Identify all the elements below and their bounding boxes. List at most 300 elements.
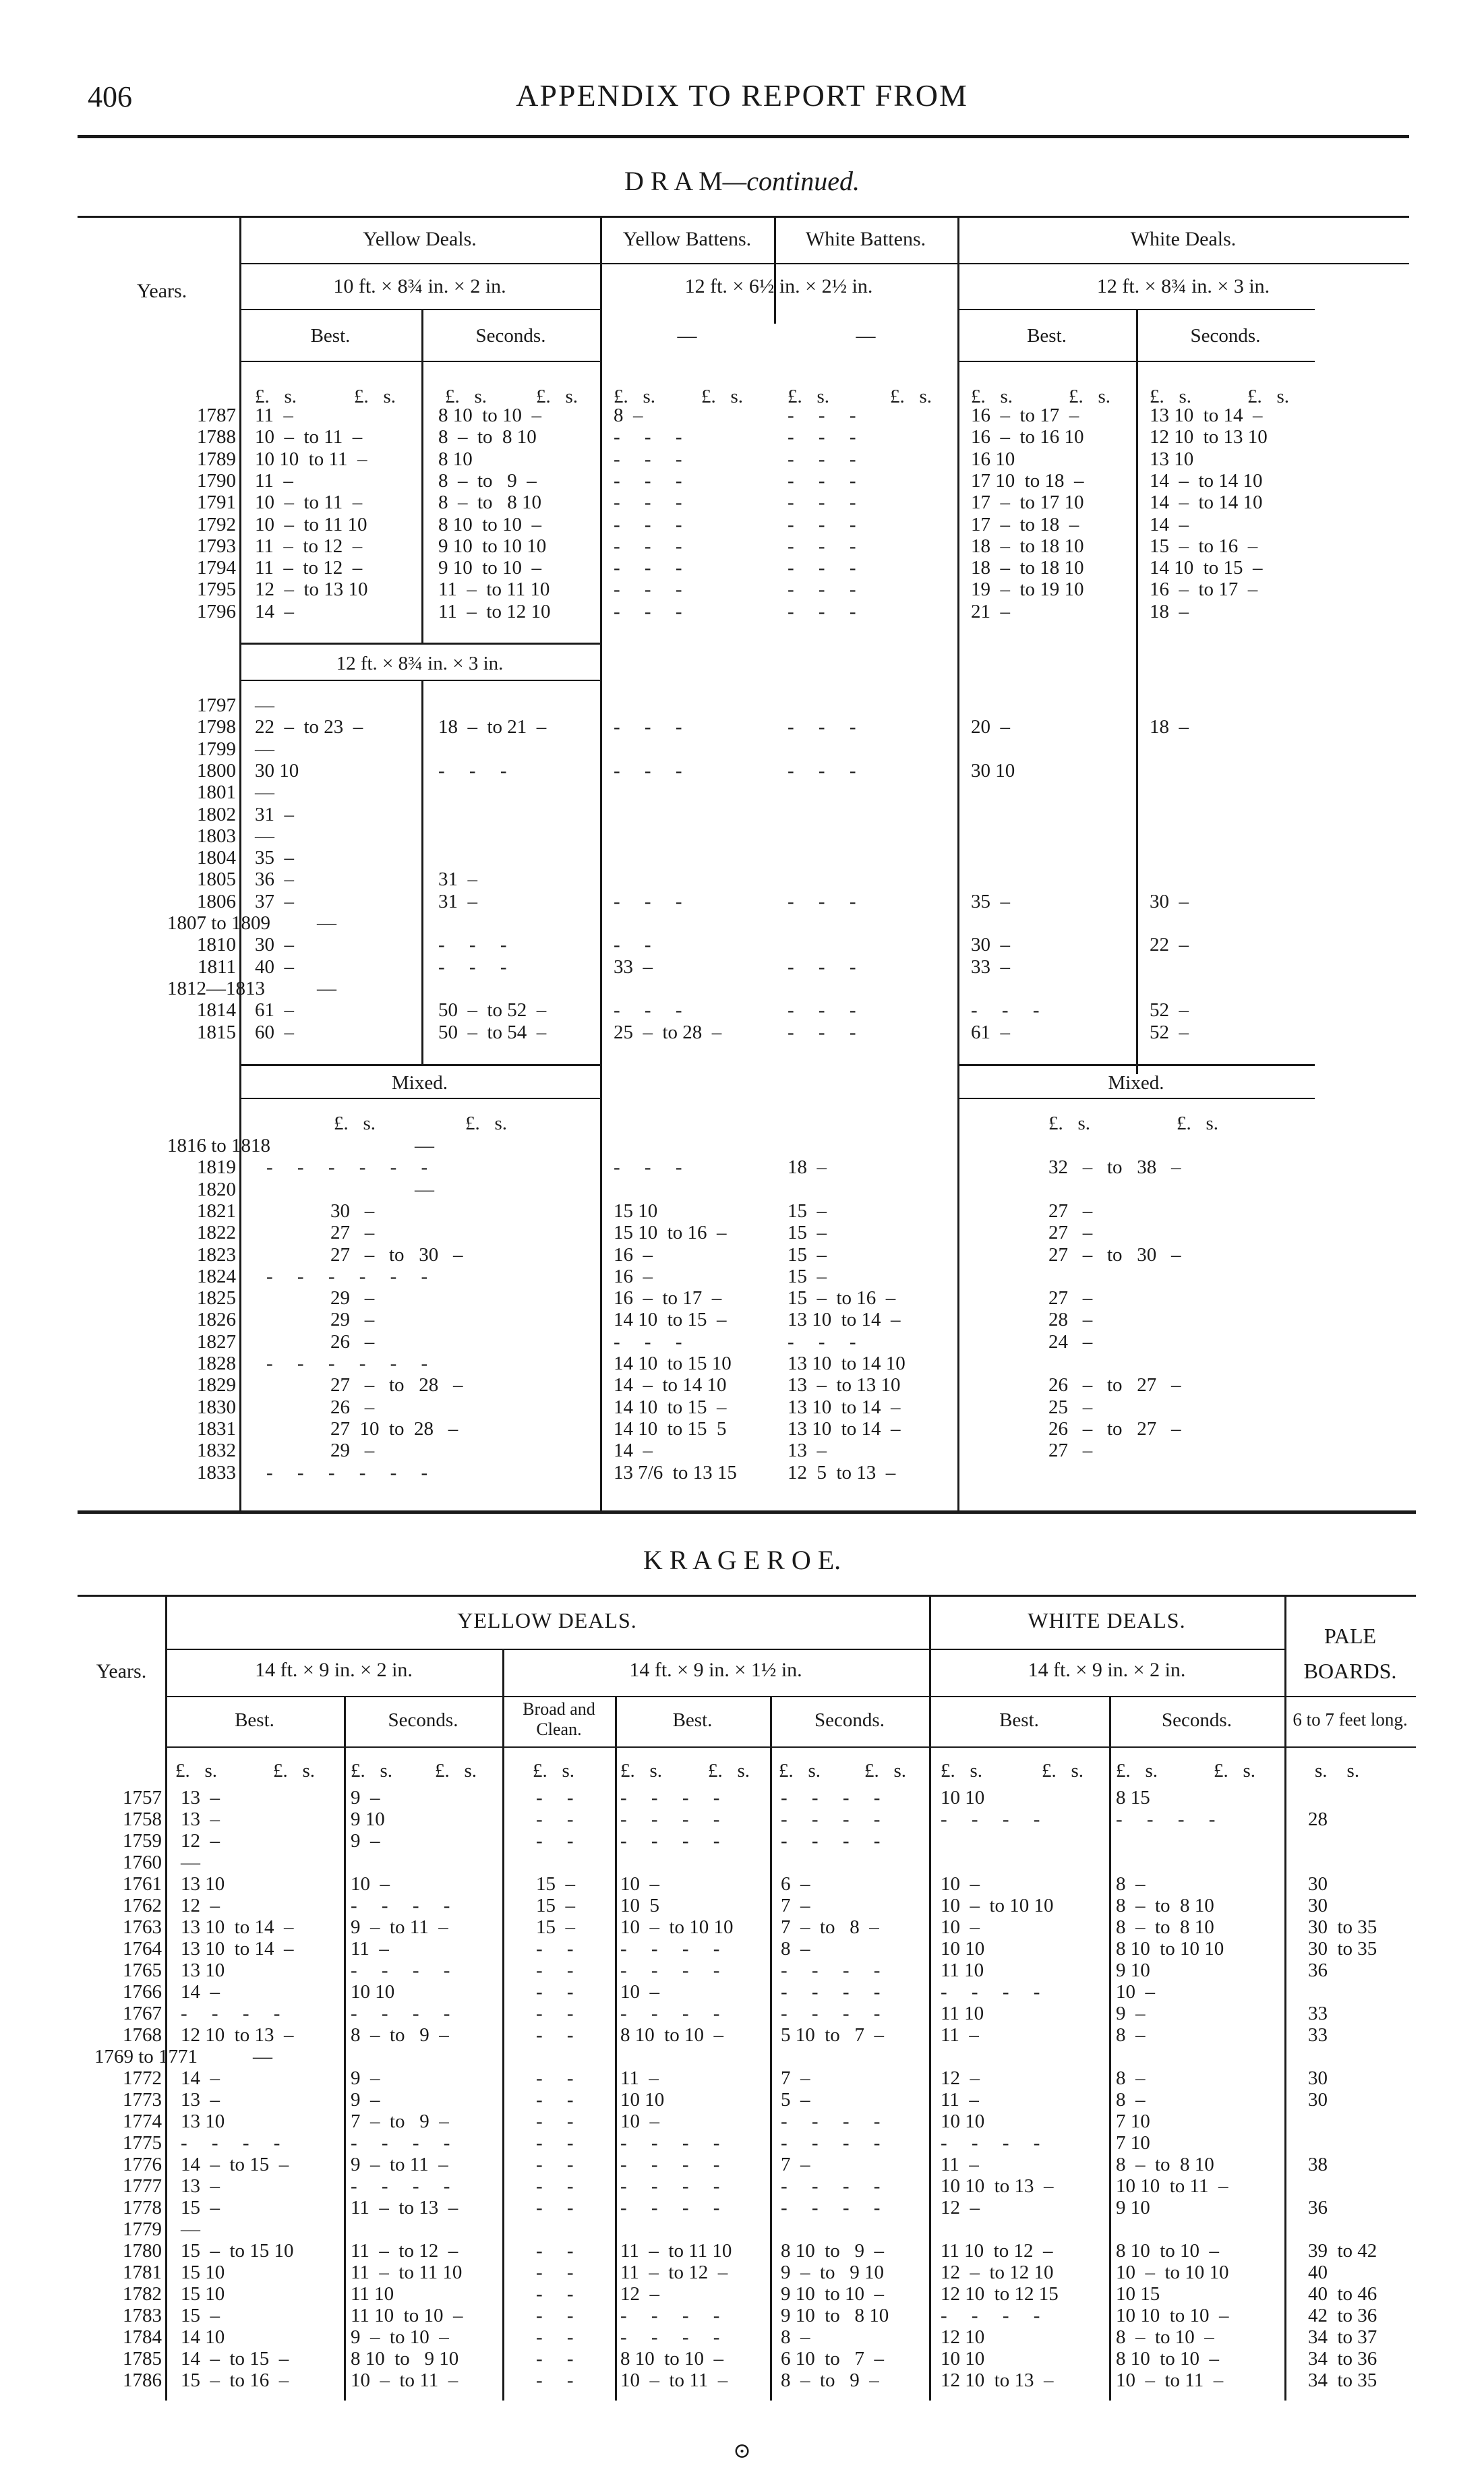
dram-rule-d — [239, 361, 600, 362]
table-row-year: 1792 — [197, 513, 236, 535]
cell-yellow-seconds: 9 – to 11 – — [351, 1916, 448, 1938]
cell-white-best: 30 – — [971, 934, 1010, 956]
cell-yellow-mixed: - - - - - - — [266, 1265, 428, 1287]
krag-unit-7: £. s. — [708, 1760, 750, 1782]
dram-title-suffix: —continued. — [722, 166, 860, 196]
dram-seconds-b: Seconds. — [1190, 325, 1261, 347]
table-row-year: 1802 — [197, 803, 236, 825]
dram-rule-g — [239, 680, 600, 681]
dram-years-label: Years. — [136, 280, 187, 302]
cell-white-battens: - - - — [788, 999, 856, 1022]
table-row-year: 1791 — [197, 492, 236, 514]
cell-pale-boards: 33 — [1308, 2003, 1328, 2024]
cell-yellow-seconds: 11 10 — [351, 2283, 394, 2305]
cell-best-b: - - - - — [620, 2154, 720, 2175]
cell-broad-clean: - - — [536, 2370, 574, 2391]
cell-yellow-best: — — [253, 2046, 272, 2067]
cell-white-battens: - - - — [788, 557, 856, 579]
cell-seconds-b: 9 10 to 10 – — [781, 2283, 885, 2305]
dram-unit-4: £. s. — [536, 386, 578, 407]
dram-mixed-b: Mixed. — [1108, 1072, 1164, 1094]
table-row-year: 1804 — [197, 847, 236, 869]
dram-size-a: 10 ft. × 8¾ in. × 2 in. — [333, 275, 506, 297]
table-row-year: 1812—1813 — [167, 977, 265, 999]
krag-rule-c — [165, 1746, 1416, 1748]
cell-yellow-seconds: 8 10 to 10 – — [438, 405, 542, 426]
dram-dash-b: — — [856, 325, 876, 347]
cell-best-b: 8 10 to 10 – — [620, 2024, 724, 2046]
cell-white-best: 10 10 — [941, 1938, 985, 1960]
cell-yellow-seconds: 8 10 — [438, 448, 473, 470]
krag-rule-b — [165, 1696, 1416, 1697]
cell-yellow-battens: 14 10 to 15 5 — [614, 1417, 727, 1440]
cell-broad-clean: - - — [536, 1938, 574, 1960]
cell-white-seconds: 9 10 — [1116, 2197, 1150, 2218]
cell-yellow-best: — — [181, 1852, 200, 1873]
cell-yellow-seconds: - - - — [438, 759, 507, 782]
cell-yellow-mixed: 27 – to 30 – — [330, 1243, 463, 1266]
table-row-year: 1783 — [123, 2305, 162, 2326]
cell-yellow-mixed: 29 – — [330, 1440, 375, 1462]
krag-unit-6: £. s. — [620, 1760, 663, 1782]
dram-unit-12: £. s. — [1247, 386, 1290, 407]
krag-seconds-a: Seconds. — [388, 1709, 458, 1731]
cell-white-best: - - - - — [941, 2132, 1040, 2154]
dram-unit-10: £. s. — [1069, 386, 1111, 407]
krag-pale-boards: PALE BOARDS. — [1303, 1624, 1397, 1683]
cell-yellow-battens: 14 – — [614, 1440, 653, 1462]
cell-best-b: 10 – — [620, 1873, 659, 1895]
table-row-year: 1810 — [197, 934, 236, 956]
cell-white-best: 10 10 — [941, 1787, 985, 1808]
table-row-year: 1776 — [123, 2154, 162, 2175]
cell-best-b: - - - - — [620, 2003, 720, 2024]
cell-white-seconds: 18 – — [1150, 600, 1189, 622]
cell-yellow-battens: 16 – — [614, 1265, 653, 1287]
cell-best-b: 10 10 — [620, 2089, 665, 2111]
cell-seconds-b: 9 – to 9 10 — [781, 2262, 885, 2283]
table-row-year: 1795 — [197, 579, 236, 601]
cell-yellow-seconds: 11 – to 12 10 — [438, 600, 551, 622]
cell-white-seconds: 10 10 to 10 – — [1116, 2305, 1229, 2326]
dram-best-b: Best. — [1027, 325, 1067, 347]
cell-pale-boards: 30 — [1308, 2089, 1328, 2111]
cell-best-b: - - - - — [620, 2326, 720, 2348]
cell-yellow-mixed: - - - - - - — [266, 1353, 428, 1374]
cell-white-battens: 12 5 to 13 – — [788, 1461, 896, 1483]
dram-rule-c — [957, 309, 1315, 310]
cell-yellow-best: 37 – — [255, 890, 294, 912]
cell-yellow-mixed: 26 – — [330, 1330, 375, 1353]
cell-yellow-battens: 16 – to 17 – — [614, 1287, 722, 1309]
cell-yellow-best: 10 – to 11 10 — [255, 513, 367, 535]
table-row-year: 1832 — [197, 1440, 236, 1462]
cell-yellow-mixed: 29 – — [330, 1309, 375, 1331]
cell-yellow-battens: 8 – — [614, 405, 643, 426]
table-row-year: 1760 — [123, 1852, 162, 1873]
cell-broad-clean: - - — [536, 2197, 574, 2218]
krag-years-label: Years. — [96, 1660, 147, 1682]
cell-yellow-battens: 33 – — [614, 955, 653, 978]
cell-white-seconds: 10 – to 10 10 — [1116, 2262, 1229, 2283]
dram-unit-7: £. s. — [788, 386, 830, 407]
cell-white-best: 11 – — [941, 2024, 979, 2046]
cell-white-best: 10 – — [941, 1873, 980, 1895]
dram-title — [0, 165, 1484, 197]
dram-rule-h — [239, 1064, 600, 1066]
cell-yellow-seconds: 8 10 to 9 10 — [351, 2348, 459, 2370]
dram-unit-5: £. s. — [614, 386, 656, 407]
cell-white-battens: 13 10 to 14 – — [788, 1417, 901, 1440]
krag-unit-4: £. s. — [435, 1760, 477, 1782]
cell-white-best: 10 10 to 13 – — [941, 2175, 1054, 2197]
cell-seconds-b: 8 – — [781, 1938, 810, 1960]
cell-yellow-best: — — [255, 825, 274, 847]
table-row-year: 1759 — [123, 1830, 162, 1852]
dram-seconds-a: Seconds. — [475, 325, 546, 347]
cell-white-battens: - - - — [788, 955, 856, 978]
table-row-year: 1767 — [123, 2003, 162, 2024]
krag-unit-13: £. s. — [1214, 1760, 1256, 1782]
dram-mixed-a: Mixed. — [392, 1072, 448, 1094]
dram-rule-b — [239, 309, 600, 310]
dram-divider-6 — [421, 680, 423, 1065]
cell-yellow-mixed: 30 – — [330, 1200, 375, 1222]
cell-yellow-mixed: 27 10 to 28 – — [330, 1417, 458, 1440]
table-row-year: 1796 — [197, 600, 236, 622]
cell-yellow-best: 10 10 to 11 – — [255, 448, 367, 470]
cell-white-battens: - - - — [788, 579, 856, 601]
cell-white-best: 19 – to 19 10 — [971, 579, 1084, 601]
cell-yellow-seconds: - - - - — [351, 2003, 450, 2024]
cell-yellow-battens: 14 – to 14 10 — [614, 1374, 727, 1396]
table-row-year: 1775 — [123, 2132, 162, 2154]
table-row-year: 1773 — [123, 2089, 162, 2111]
table-row-year: 1824 — [197, 1265, 236, 1287]
cell-white-mixed: 27 – to 30 – — [1048, 1243, 1181, 1266]
cell-yellow-best: 61 – — [255, 999, 294, 1022]
cell-seconds-b: 8 – — [781, 2326, 810, 2348]
cell-pale-boards: 30 — [1308, 1873, 1328, 1895]
cell-white-battens: 13 – to 13 10 — [788, 1374, 901, 1396]
table-row-year: 1823 — [197, 1243, 236, 1266]
cell-yellow-best: — — [181, 2218, 200, 2240]
cell-white-battens: - - - — [788, 600, 856, 622]
cell-pale-boards: 30 to 35 — [1308, 1938, 1377, 1960]
cell-yellow-best: — — [255, 782, 274, 804]
cell-yellow-mixed: - - - - - - — [266, 1156, 428, 1179]
cell-white-seconds: 8 – — [1116, 2024, 1146, 2046]
krag-pale-length: 6 to 7 feet long. — [1293, 1709, 1408, 1730]
cell-best-b: 11 – — [620, 2067, 659, 2089]
cell-white-seconds: 12 10 to 13 10 — [1150, 426, 1268, 448]
cell-white-best: 21 – — [971, 600, 1010, 622]
cell-broad-clean: - - — [536, 1830, 574, 1852]
cell-yellow-battens: - - - — [614, 535, 682, 557]
cell-yellow-battens: - - - — [614, 1156, 682, 1179]
cell-yellow-best: 11 – — [255, 469, 293, 492]
cell-yellow-best: 14 – — [181, 2067, 220, 2089]
cell-white-best: 11 – — [941, 2154, 979, 2175]
cell-white-mixed: 27 – — [1048, 1200, 1093, 1222]
dram-divider-5 — [421, 309, 423, 643]
cell-broad-clean: 15 – — [536, 1895, 575, 1916]
cell-yellow-seconds: 8 – to 9 – — [438, 469, 537, 492]
dram-rule-f — [239, 643, 600, 645]
cell-pale-boards: 34 to 35 — [1308, 2370, 1377, 2391]
krag-seconds-b: Seconds. — [814, 1709, 885, 1731]
table-row-year: 1761 — [123, 1873, 162, 1895]
cell-yellow-battens: - - - — [614, 469, 682, 492]
cell-white-seconds: 14 – to 14 10 — [1150, 469, 1263, 492]
cell-white-seconds: 16 – to 17 – — [1150, 579, 1258, 601]
krag-size-b: 14 ft. × 9 in. × 1½ in. — [629, 1659, 802, 1681]
krag-size-c: 14 ft. × 9 in. × 2 in. — [1028, 1659, 1186, 1681]
cell-yellow-best: 36 – — [255, 869, 294, 891]
cell-yellow-battens: - - - — [614, 426, 682, 448]
table-row-year: 1779 — [123, 2218, 162, 2240]
krag-seconds-c: Seconds. — [1162, 1709, 1232, 1731]
table-row-year: 1790 — [197, 469, 236, 492]
cell-white-mixed: 26 – to 27 – — [1048, 1374, 1181, 1396]
cell-white-best: 17 10 to 18 – — [971, 469, 1084, 492]
cell-yellow-best: 15 – — [181, 2197, 220, 2218]
cell-broad-clean: - - — [536, 1960, 574, 1981]
cell-broad-clean: 15 – — [536, 1873, 575, 1895]
cell-white-best: 11 10 — [941, 2003, 984, 2024]
cell-seconds-b: 7 – to 8 – — [781, 1916, 879, 1938]
header-rule — [78, 135, 1409, 138]
krag-unit-3: £. s. — [351, 1760, 393, 1782]
cell-yellow-seconds: 50 – to 54 – — [438, 1021, 547, 1043]
cell-yellow-seconds: 8 – to 8 10 — [438, 492, 542, 514]
cell-best-b: 10 – — [620, 1981, 659, 2003]
cell-white-battens: - - - — [788, 759, 856, 782]
table-row-year: 1831 — [197, 1417, 236, 1440]
cell-best-b: 10 – to 10 10 — [620, 1916, 734, 1938]
cell-white-best: 12 10 to 13 – — [941, 2370, 1054, 2391]
cell-best-b: 12 – — [620, 2283, 659, 2305]
dram-best-a: Best. — [310, 325, 351, 347]
table-row-year: 1822 — [197, 1222, 236, 1244]
dram-size-2: 12 ft. × 8¾ in. × 3 in. — [336, 653, 504, 674]
cell-seconds-b: - - - - — [781, 1960, 881, 1981]
table-row-year: 1828 — [197, 1353, 236, 1374]
cell-white-best: 10 10 — [941, 2348, 985, 2370]
table-row-year: 1758 — [123, 1808, 162, 1830]
table-row-year: 1769 to 1771 — [94, 2046, 198, 2067]
cell-white-best: 12 – — [941, 2067, 980, 2089]
cell-white-best: 12 – to 12 10 — [941, 2262, 1054, 2283]
cell-best-b: - - - - — [620, 2132, 720, 2154]
cell-white-best: 16 – to 16 10 — [971, 426, 1084, 448]
cell-white-best: 10 – to 10 10 — [941, 1895, 1054, 1916]
dram-unit-6: £. s. — [701, 386, 744, 407]
table-row-year: 1765 — [123, 1960, 162, 1981]
cell-pale-boards: 39 to 42 — [1308, 2240, 1377, 2262]
cell-pale-boards: 40 — [1308, 2262, 1328, 2283]
cell-yellow-best: 15 – to 15 10 — [181, 2240, 294, 2262]
cell-yellow-seconds: 9 10 to 10 – — [438, 557, 542, 579]
cell-white-battens: - - - — [788, 492, 856, 514]
krageroe-title: K R A G E R O E. — [643, 1545, 841, 1575]
cell-yellow-best: 14 – to 15 – — [181, 2348, 289, 2370]
cell-seconds-b: 9 10 to 8 10 — [781, 2305, 889, 2326]
cell-white-seconds: - - - - — [1116, 1808, 1216, 1830]
cell-broad-clean: 15 – — [536, 1916, 575, 1938]
table-row-year: 1764 — [123, 1938, 162, 1960]
krag-unit-5: £. s. — [533, 1760, 575, 1782]
cell-yellow-battens: 15 10 to 16 – — [614, 1222, 727, 1244]
cell-yellow-best: 11 – — [255, 405, 293, 426]
cell-white-mixed: 26 – to 27 – — [1048, 1417, 1181, 1440]
cell-pale-boards: 38 — [1308, 2154, 1328, 2175]
cell-yellow-seconds: 31 – — [438, 890, 477, 912]
cell-white-seconds: 8 – to 8 10 — [1116, 1916, 1214, 1938]
dram-rule-k — [957, 1098, 1315, 1099]
cell-yellow-best: 10 – to 11 – — [255, 426, 363, 448]
table-row-year: 1766 — [123, 1981, 162, 2003]
krag-unit-10: £. s. — [941, 1760, 983, 1782]
cell-yellow-mixed: - - - - - - — [266, 1461, 428, 1483]
cell-broad-clean: - - — [536, 2348, 574, 2370]
cell-best-b: - - - - — [620, 1830, 720, 1852]
krag-best-b: Best. — [672, 1709, 713, 1731]
cell-yellow-seconds: 9 10 — [351, 1808, 385, 1830]
table-row-year: 1785 — [123, 2348, 162, 2370]
cell-yellow-best: 13 – — [181, 2089, 220, 2111]
cell-seconds-b: - - - - — [781, 2132, 881, 2154]
table-row-year: 1789 — [197, 448, 236, 470]
cell-yellow-seconds: 8 – to 9 – — [351, 2024, 449, 2046]
table-row-year: 1799 — [197, 738, 236, 760]
cell-yellow-seconds: 10 – to 11 – — [351, 2370, 458, 2391]
cell-yellow-seconds: 50 – to 52 – — [438, 999, 547, 1022]
krag-yellow-deals: YELLOW DEALS. — [457, 1608, 637, 1632]
cell-pale-boards: 33 — [1308, 2024, 1328, 2046]
cell-yellow-best: - - - - — [181, 2132, 280, 2154]
krag-divider-4 — [344, 1696, 346, 2401]
dram-unit-1: £. s. — [255, 386, 297, 407]
table-row-year: 1830 — [197, 1396, 236, 1418]
cell-white-seconds: 9 10 — [1116, 1960, 1150, 1981]
cell-yellow-seconds: 9 – to 11 – — [351, 2154, 448, 2175]
krag-unit-8: £. s. — [779, 1760, 821, 1782]
table-row-year: 1786 — [123, 2370, 162, 2391]
cell-yellow-seconds: 9 – — [351, 1787, 380, 1808]
cell-white-seconds: 8 – — [1116, 2067, 1146, 2089]
cell-yellow-seconds: 11 – to 11 10 — [438, 579, 550, 601]
cell-pale-boards: 40 to 46 — [1308, 2283, 1377, 2305]
cell-broad-clean: - - — [536, 2240, 574, 2262]
cell-white-seconds: 8 – — [1116, 1873, 1146, 1895]
cell-best-b: - - - - — [620, 1787, 720, 1808]
table-row-year: 1788 — [197, 426, 236, 448]
cell-best-b: - - - - — [620, 2305, 720, 2326]
cell-yellow-best: 12 – — [181, 1830, 220, 1852]
dram-yellow-battens: Yellow Battens. — [622, 228, 752, 250]
cell-yellow-seconds: 8 10 to 10 – — [438, 513, 542, 535]
cell-white-seconds: 8 – to 10 – — [1116, 2326, 1214, 2348]
cell-broad-clean: - - — [536, 2111, 574, 2132]
cell-yellow-battens: - - - — [614, 513, 682, 535]
dram-divider-1 — [600, 216, 602, 1510]
cell-pale-boards: 30 — [1308, 2067, 1328, 2089]
krag-white-deals: WHITE DEALS. — [1028, 1608, 1186, 1632]
cell-white-best: 17 – to 18 – — [971, 513, 1079, 535]
table-row-year: 1782 — [123, 2283, 162, 2305]
table-row-year: 1781 — [123, 2262, 162, 2283]
cell-yellow-best: — — [317, 912, 336, 934]
cell-white-battens: - - - — [788, 716, 856, 738]
cell-white-best: 61 – — [971, 1021, 1010, 1043]
dram-rule-e — [957, 361, 1315, 362]
cell-white-best: - - - - — [941, 1981, 1040, 2003]
cell-yellow-best: 15 – — [181, 2305, 220, 2326]
cell-white-seconds: 18 – — [1150, 716, 1189, 738]
cell-seconds-b: - - - - — [781, 1830, 881, 1852]
cell-broad-clean: - - — [536, 2175, 574, 2197]
cell-yellow-best: 11 – to 12 – — [255, 535, 363, 557]
cell-yellow-best: 31 – — [255, 803, 294, 825]
cell-white-best: 33 – — [971, 955, 1010, 978]
cell-broad-clean: - - — [536, 2154, 574, 2175]
krag-unit-14: s. s. — [1315, 1760, 1360, 1782]
cell-yellow-mixed: 26 – — [330, 1396, 375, 1418]
cell-white-seconds: 15 – to 16 – — [1150, 535, 1258, 557]
table-row-year: 1816 to 1818 — [167, 1135, 271, 1156]
cell-white-seconds: 10 10 to 11 – — [1116, 2175, 1228, 2197]
dram-unit-3: £. s. — [445, 386, 487, 407]
cell-white-seconds: 8 10 to 10 – — [1116, 2240, 1220, 2262]
cell-yellow-seconds: 8 – to 8 10 — [438, 426, 537, 448]
cell-seconds-b: - - - - — [781, 1981, 881, 2003]
cell-seconds-b: 7 – — [781, 1895, 810, 1916]
cell-yellow-best: 35 – — [255, 847, 294, 869]
cell-yellow-seconds: 31 – — [438, 869, 477, 891]
cell-yellow-seconds: 10 – — [351, 1873, 390, 1895]
cell-white-best: - - - — [971, 999, 1040, 1022]
cell-white-battens: 15 – to 16 – — [788, 1287, 896, 1309]
cell-white-seconds: 13 10 — [1150, 448, 1194, 470]
cell-yellow-seconds: 10 10 — [351, 1981, 395, 2003]
table-row-year: 1793 — [197, 535, 236, 557]
table-row-year: 1768 — [123, 2024, 162, 2046]
cell-white-best: 35 – — [971, 890, 1010, 912]
table-row-year: 1815 — [197, 1021, 236, 1043]
cell-yellow-best: 22 – to 23 – — [255, 716, 363, 738]
cell-white-best: 12 10 — [941, 2326, 985, 2348]
table-row-year: 1774 — [123, 2111, 162, 2132]
cell-yellow-battens: - - - — [614, 716, 682, 738]
cell-white-best: 11 – — [941, 2089, 979, 2111]
cell-yellow-seconds: 9 10 to 10 10 — [438, 535, 547, 557]
cell-best-b: 11 – to 12 – — [620, 2262, 728, 2283]
dram-rule-j — [239, 1098, 600, 1099]
table-row-year: 1807 to 1809 — [167, 912, 271, 934]
cell-yellow-best: 14 – — [181, 1981, 220, 2003]
table-row-year: 1801 — [197, 782, 236, 804]
cell-seconds-b: 7 – — [781, 2154, 810, 2175]
krag-divider-5 — [615, 1696, 617, 2401]
cell-white-battens: 15 – — [788, 1265, 827, 1287]
krag-unit-1: £. s. — [175, 1760, 218, 1782]
cell-best-b: 10 – to 11 – — [620, 2370, 728, 2391]
cell-white-seconds: 8 10 to 10 10 — [1116, 1938, 1224, 1960]
cell-white-mixed: 28 – — [1048, 1309, 1093, 1331]
cell-white-seconds: 7 10 — [1116, 2111, 1150, 2132]
cell-pale-boards: 34 to 37 — [1308, 2326, 1377, 2348]
